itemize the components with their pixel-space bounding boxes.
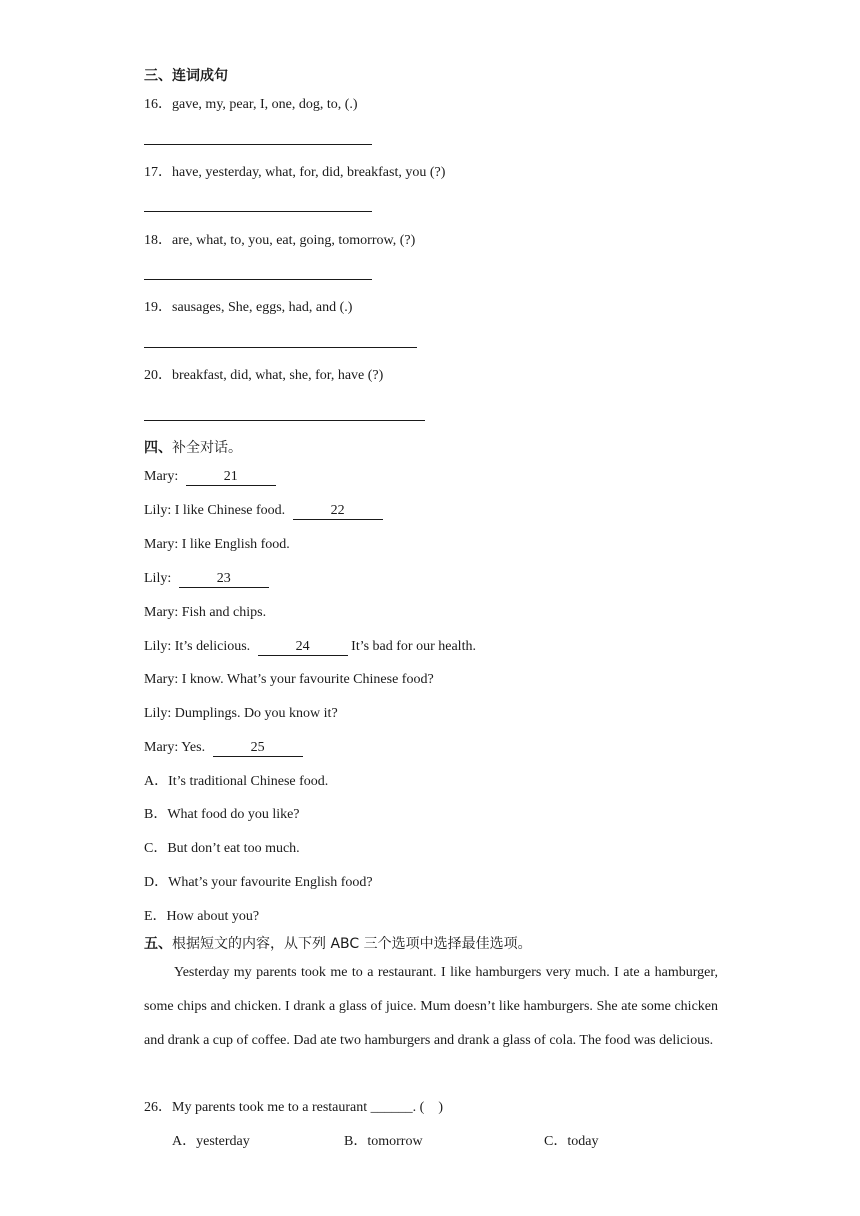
question-16 — [144, 96, 358, 114]
question-20 — [144, 367, 383, 385]
option-c: C．But don’t eat too much. — [144, 841, 300, 856]
dialog-line-2 — [144, 502, 383, 520]
section-5-number: 五、 — [144, 936, 172, 952]
option-b: B．What food do you like? — [144, 807, 300, 822]
question-number: 20． — [144, 368, 172, 383]
blank-21[interactable]: 21 — [186, 469, 276, 486]
question-17 — [144, 164, 445, 182]
question-text: gave, my, pear, I, one, dog, to, (.) — [172, 97, 358, 112]
choice-a[interactable]: A．yesterday — [172, 1134, 250, 1149]
blank-22[interactable]: 22 — [293, 503, 383, 520]
section-3-title: 连词成句 — [172, 68, 228, 84]
dialog-line-6 — [144, 638, 476, 656]
dialog-text: Mary: Yes. — [144, 740, 209, 755]
section-5-title: 根据短文的内容，从下列 ABC 三个选项中选择最佳选项。 — [172, 936, 532, 952]
blank-25[interactable]: 25 — [213, 740, 303, 757]
section-3-heading — [144, 67, 228, 85]
choice-c[interactable]: C．today — [544, 1134, 599, 1149]
dialog-text: Lily: Dumplings. Do you know it? — [144, 706, 338, 721]
question-18 — [144, 232, 415, 250]
dialog-text: Lily: I like Chinese food. — [144, 503, 289, 518]
question-text: sausages, She, eggs, had, and (.) — [172, 300, 353, 315]
answer-line-20[interactable] — [144, 420, 425, 421]
dialog-text: Mary: I know. What’s your favourite Chinese food? — [144, 672, 434, 687]
dialog-text: Mary: — [144, 469, 182, 484]
section-3-number: 三、 — [144, 68, 172, 84]
dialog-text: Lily: It’s delicious. — [144, 639, 254, 654]
dialog-line-9 — [144, 739, 303, 757]
question-number: 16． — [144, 97, 172, 112]
option-a: A．It’s traditional Chinese food. — [144, 774, 329, 789]
section-4-heading — [144, 439, 242, 457]
blank-24[interactable]: 24 — [258, 639, 348, 656]
dialog-line-7 — [144, 671, 434, 689]
question-text: breakfast, did, what, she, for, have (?) — [172, 368, 384, 383]
question-number: 18． — [144, 233, 172, 248]
dialog-line-5 — [144, 604, 266, 622]
question-19 — [144, 299, 352, 317]
dialog-text: Mary: Fish and chips. — [144, 605, 267, 620]
dialog-text: It’s bad for our health. — [347, 639, 476, 654]
question-number: 19． — [144, 300, 172, 315]
question-26: 26．My parents took me to a restaurant ______. ( ) — [144, 1100, 443, 1115]
dialog-line-1 — [144, 468, 276, 486]
answer-line-16[interactable] — [144, 144, 372, 145]
option-e: E．How about you? — [144, 909, 260, 924]
answer-line-19[interactable] — [144, 347, 417, 348]
blank-23[interactable]: 23 — [179, 571, 269, 588]
section-5-heading — [144, 935, 532, 953]
dialog-text: Lily: — [144, 571, 175, 586]
section-4-number: 四、 — [144, 440, 172, 456]
passage-text: Yesterday my parents took me to a restaurant. I like hamburgers very much. I ate a hamburger, some chips and chicken. I drank a glass of juice. Mum doesn’t like hamburgers. She ate some chicken and drank a cup of coffee. Dad ate two hamburgers and drank a glass of cola. The food was delicious. — [144, 965, 718, 1048]
dialog-text: Mary: I like English food. — [144, 537, 290, 552]
question-text: are, what, to, you, eat, going, tomorrow, (?) — [172, 233, 416, 248]
dialog-line-4 — [144, 570, 269, 588]
answer-line-18[interactable] — [144, 279, 372, 280]
option-d: D．What’s your favourite English food? — [144, 875, 373, 890]
answer-line-17[interactable] — [144, 211, 372, 212]
dialog-line-8 — [144, 705, 338, 723]
dialog-line-3 — [144, 536, 290, 554]
question-number: 17． — [144, 165, 172, 180]
question-text: have, yesterday, what, for, did, breakfast, you (?) — [172, 165, 446, 180]
choice-b[interactable]: B．tomorrow — [344, 1134, 423, 1149]
reading-passage — [144, 956, 718, 1058]
section-4-title: 补全对话。 — [172, 440, 242, 456]
